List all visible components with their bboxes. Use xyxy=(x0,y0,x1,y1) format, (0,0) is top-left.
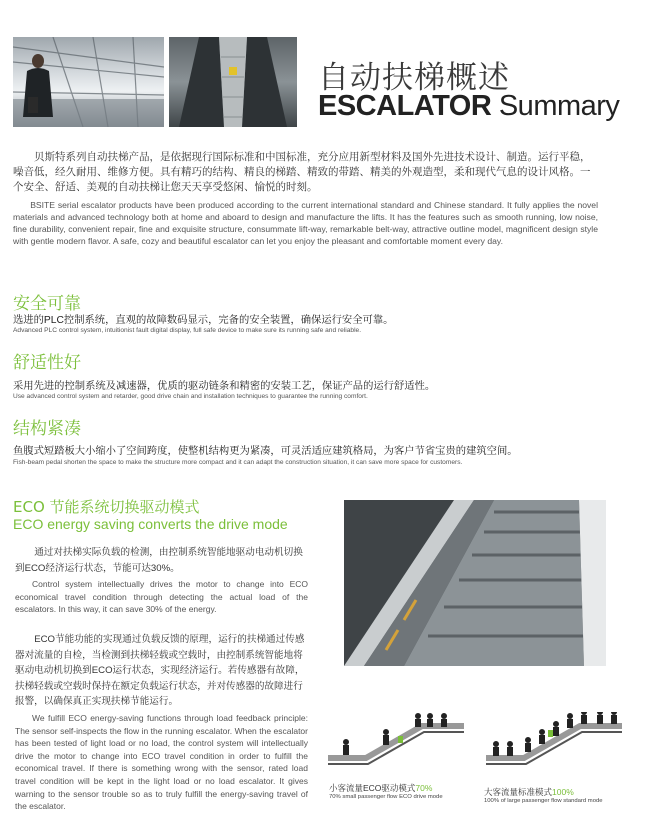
page-title-cn: 自动扶梯概述 xyxy=(318,60,510,96)
title-en-bold: ESCALATOR xyxy=(318,90,492,122)
section-heading-safety: 安全可靠 xyxy=(13,294,81,314)
page-title-en xyxy=(318,90,619,123)
small-flow-percent: 70% xyxy=(415,783,433,793)
intro-en: BSITE serial escalator products have been produced according to the current international standard and Chinese standard. It fully applies the novel materials and advanced technology both at home and aboard to design and manufacture the lifts. It has the features such as smooth running, low noise, fine durability, convenient repair, fine and exquisite structure, consummate lift-way, remarkable belt-way, attractive outline model, magnificent design style with gentle modern flavor. A safe, cozy and beautiful escalator can let you enjoy the pleasant and comfortable moment every day. xyxy=(13,200,598,246)
section-text-compact-cn: 鱼腹式短踏板大小缩小了空间跨度，使整机结构更为紧凑，可灵活适应建筑格局，为客户节省宝贵的建筑空间。 xyxy=(13,446,518,457)
section-heading-compact: 结构紧凑 xyxy=(13,419,81,439)
eco-paragraph-1-en: Control system intellectually drives the motor to change into ECO economical travel condition through detecting the actual load of the escalators. In this way, it can save 30% of the energy. xyxy=(15,579,308,615)
businessman-photo xyxy=(13,37,164,127)
intro-cn: 贝斯特系列自动扶梯产品，是依据现行国际标准和中国标准，充分应用新型材料及国外先进技术设计、制造。运行平稳，噪音低，经久耐用、维修方便。具有精巧的结构、精良的梯踏、精致的带踏、精美的外观造型，柔和现代气息的设计风格。一个安全、舒适、美观的自动扶梯让您天天享受悠闲、愉悦的时刻。 xyxy=(13,151,591,193)
small-flow-caption-cn xyxy=(329,782,432,794)
section-text-comfort-cn: 采用先进的控制系统及减速器，优质的驱动链条和精密的安装工艺，保证产品的运行舒适性。 xyxy=(13,381,436,392)
large-flow-caption-cn xyxy=(484,786,574,798)
section-text-comfort-en: Use advanced control system and retarder, good drive chain and installation techniques to guarantee the running comfort. xyxy=(13,393,368,400)
large-flow-percent: 100% xyxy=(552,787,574,797)
eco-paragraph-2-cn: ECO节能功能的实现通过负载反馈的原理，运行的扶梯通过传感器对流量的自检，当检测到扶梯轻载或空载时，由控制系统智能地将驱动电动机切换到ECO运行状态，实现经济运行。若传感器有故障，扶梯轻载或空载时保持在额定负载运行状态，并对传感器的故障进行报警，以确保真正实现扶梯节能运行。 xyxy=(15,634,305,707)
small-flow-caption-cn-text: 小客流量ECO驱动模式 xyxy=(329,783,416,793)
large-flow-escalator-diagram xyxy=(484,712,624,770)
section-text-compact-en: Fish-beam pedal shorten the space to make the structure more compact and it can adapt the construction situation, it can save more space for customers. xyxy=(13,459,463,466)
small-flow-escalator-diagram xyxy=(326,712,466,770)
escalator-photo-top xyxy=(169,37,297,127)
eco-heading-cn: ECO 节能系统切换驱动模式 xyxy=(13,498,200,516)
section-text-safety-en: Advanced PLC control system, intuitionist fault digital display, full safe device to make sure its running safe and reliable. xyxy=(13,327,362,334)
eco-paragraph-1-cn: 通过对扶梯实际负载的检测，由控制系统智能地驱动电动机切换到ECO经济运行状态，节能可达30%。 xyxy=(15,547,303,574)
eco-paragraph-2-en: We fulfill ECO energy-saving functions through load feedback principle: The sensor self-inspects the flow in the running escalator. When the escalator has been tested of light load or no load, the control system will intellectually drive the motor to change into ECO travel condition in order to fulfill the economical travel. If there is something wrong with the sensor, rated load travel condition will be kept in the light load or no load escalator. It gives warning to the sensor trouble so as to truly fulfill the energy-saving travel of the escalator. xyxy=(15,713,308,812)
section-text-safety-cn: 选进的PLC控制系统，直观的故障数码显示，完备的安全装置，确保运行安全可靠。 xyxy=(13,315,394,326)
eco-heading-en: ECO energy saving converts the drive mode xyxy=(13,516,288,532)
large-flow-caption-en: 100% of large passenger flow standard mode xyxy=(484,798,603,804)
title-en-light: Summary xyxy=(498,90,620,122)
large-flow-caption-cn-text: 大客流量标准模式 xyxy=(484,787,553,797)
escalator-photo-main xyxy=(344,500,606,666)
section-heading-comfort: 舒适性好 xyxy=(13,353,81,373)
small-flow-caption-en: 70% small passenger flow ECO drive mode xyxy=(329,794,443,800)
